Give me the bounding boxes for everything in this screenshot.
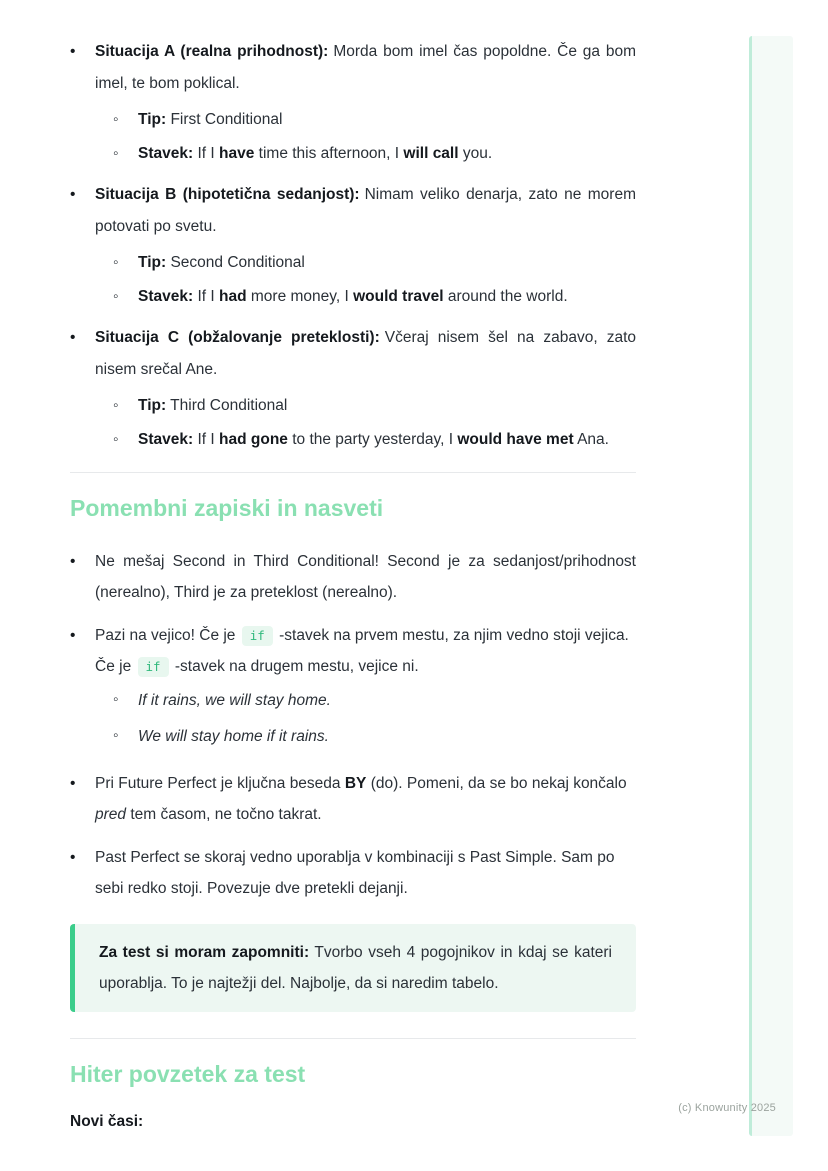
page-edge-strip [749,36,793,1136]
sub-bullet-marker: ◦ [113,254,119,271]
sub-bullet-marker: ◦ [113,727,119,744]
bullet-marker: • [70,627,76,644]
situation-sublist [95,104,636,170]
example-item [113,684,636,718]
stavek-sentence: If I had gone to the party yesterday, I would have met Ana. [197,431,609,448]
note-item [70,842,636,904]
note-body [95,842,636,904]
stavek-label: Stavek: [138,145,194,162]
sub-bullet-marker: ◦ [113,397,119,414]
situation-description: Morda bom imel čas popoldne. Če ga bom imel, te bom poklical. [95,43,637,92]
tip-item [113,104,636,136]
tip-line [138,104,282,136]
sub-bullet-marker: ◦ [113,288,119,305]
situation-title: Situacija A (realna prihodnost): [95,43,329,60]
bullet-marker: • [70,775,76,792]
sub-bullet-marker: ◦ [113,431,119,448]
note-item [70,546,636,608]
note-callout [70,924,636,1012]
note-item [70,768,636,830]
callout-text: Za test si moram zapomniti: Tvorbo vseh 4 pogojnikov in kdaj se kateri uporablja. To je najtežji del. Najbolje, da si naredim tabelo. [99,944,613,992]
sub-bullet-marker: ◦ [113,111,119,128]
tip-value: Second Conditional [170,254,305,271]
sub-bullet-marker: ◦ [113,145,119,162]
copyright-footer: (c) Knowunity 2025 [678,1102,776,1114]
bullet-marker: • [70,43,76,60]
stavek-line [138,424,609,456]
summary-intro: Novi časi: [70,1113,144,1130]
situation-description: Včeraj nisem šel na zabavo, zato nisem srečal Ane. [95,329,636,378]
stavek-label: Stavek: [138,288,194,305]
bullet-marker: • [70,329,76,346]
note-item [70,620,636,756]
note-text: Past Perfect se skoraj vedno uporablja v kombinaciji s Past Simple. Sam po sebi redko stoji. Povezuje dve pretekli dejanji. [95,849,615,897]
document-content [70,36,636,1132]
note-body [95,620,636,756]
stavek-item [113,424,636,456]
situation-item-c [70,322,636,458]
bullet-marker: • [70,553,76,570]
bullet-marker: • [70,849,76,866]
situation-body [95,322,636,458]
note-body [95,768,636,830]
stavek-item [113,138,636,170]
example-item [113,720,636,754]
tip-label: Tip: [138,397,167,414]
situation-description: Nimam veliko denarja, zato ne morem potovati po svetu. [95,186,636,235]
situation-sublist [95,247,636,313]
situation-body [95,179,636,315]
example-list [95,684,636,754]
stavek-sentence: If I had more money, I would travel around the world. [197,288,568,305]
situation-title: Situacija C (obžalovanje preteklosti): [95,329,380,346]
situation-sublist [95,390,636,456]
situation-body [95,36,636,172]
tip-value: First Conditional [170,111,283,128]
situation-paragraph [95,179,636,243]
notes-section-heading: Pomembni zapiski in nasveti [70,495,384,521]
situation-item-b [70,179,636,315]
notes-list [70,546,636,904]
tip-item [113,247,636,279]
example-sentence: We will stay home if it rains. [138,728,329,745]
note-text: Pazi na vejico! Če je if -stavek na prvem mestu, za njim vedno stoji vejica. Če je if -stavek na drugem mestu, vejice ni. [95,627,629,675]
note-text: Ne mešaj Second in Third Conditional! Second je za sedanjost/prihodnost (nerealno), Third je za preteklost (nerealno). [95,553,636,601]
section-divider [70,1038,636,1039]
stavek-line [138,138,492,170]
tip-line [138,247,305,279]
tip-label: Tip: [138,254,167,271]
tip-value: Third Conditional [170,397,288,414]
stavek-sentence: If I have time this afternoon, I will call you. [197,145,493,162]
tip-label: Tip: [138,111,167,128]
tip-item [113,390,636,422]
bullet-marker: • [70,186,76,203]
section-divider [70,472,636,473]
situation-paragraph [95,322,636,386]
sub-bullet-marker: ◦ [113,691,119,708]
example-sentence: If it rains, we will stay home. [138,692,331,709]
tip-line [138,390,287,422]
stavek-item [113,281,636,313]
situation-title: Situacija B (hipotetična sedanjost): [95,186,360,203]
summary-section-heading: Hiter povzetek za test [70,1061,306,1087]
stavek-label: Stavek: [138,431,194,448]
stavek-line [138,281,568,313]
situation-item-a [70,36,636,172]
situations-list [70,36,636,458]
situation-paragraph [95,36,636,100]
note-body [95,546,636,608]
note-text: Pri Future Perfect je ključna beseda BY (do). Pomeni, da se bo nekaj končalo pred tem časom, ne točno takrat. [95,775,627,823]
